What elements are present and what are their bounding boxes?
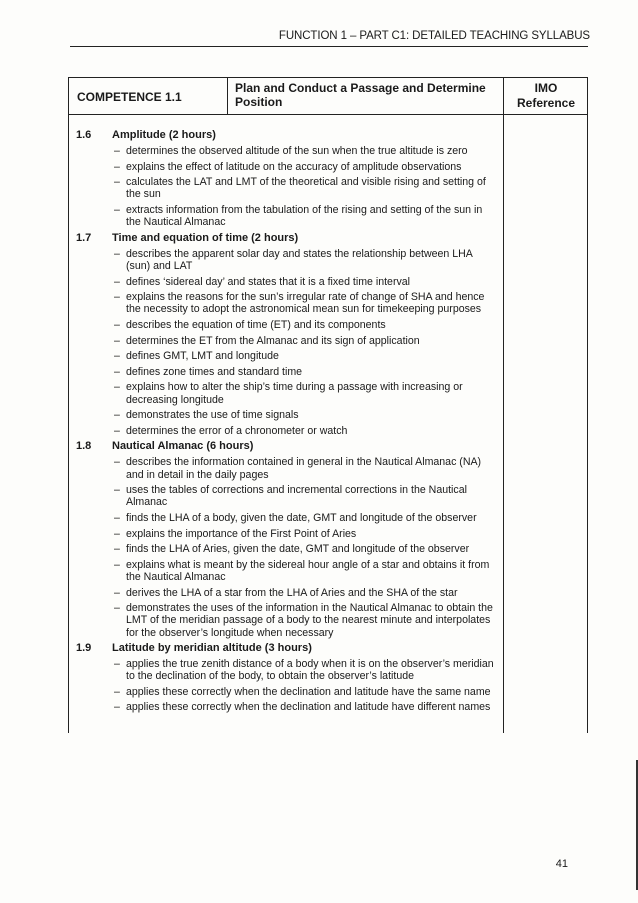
syllabus-section [68, 642, 500, 714]
bullet-dash: – [114, 586, 120, 599]
objective-text: explains how to alter the ship’s time during a passage with increasing or decreasing longitude [126, 381, 463, 406]
bullet-dash: – [114, 685, 120, 698]
objective-item [68, 248, 500, 272]
objective-text: finds the LHA of a body, given the date, GMT and longitude of the observer [126, 511, 477, 524]
objective-list [68, 658, 500, 714]
objective-text: determines the error of a chronometer or watch [126, 424, 348, 437]
section-title: Time and equation of time (2 hours) [112, 231, 299, 244]
objective-text: explains the reasons for the sun’s irregular rate of change of SHA and hence the necessity to adopt the astronomical mean sun for timekeeping purposes [126, 291, 485, 316]
objective-item [68, 701, 500, 713]
objective-item [68, 658, 500, 682]
objective-item [68, 381, 500, 405]
bullet-dash: – [114, 275, 120, 288]
objective-list [68, 456, 500, 638]
bullet-dash: – [114, 350, 120, 363]
objective-text: explains the importance of the First Point of Aries [126, 527, 357, 540]
objective-item [68, 528, 500, 540]
running-header: FUNCTION 1 – PART C1: DETAILED TEACHING SYLLABUS [278, 30, 590, 42]
objective-item [68, 319, 500, 331]
objective-item [68, 176, 500, 200]
section-title: Latitude by meridian altitude (3 hours) [112, 642, 312, 655]
objective-item [68, 276, 500, 288]
objective-text: defines zone times and standard time [126, 365, 303, 378]
objective-item [68, 543, 500, 555]
syllabus-section [68, 440, 500, 638]
objective-text: defines ‘sidereal day’ and states that it is a fixed time interval [126, 275, 411, 288]
objective-text: finds the LHA of Aries, given the date, GMT and longitude of the observer [126, 543, 470, 556]
objective-text: demonstrates the uses of the information in the Nautical Almanac to obtain the LMT of the meridian passage of a body to the nearest minute and interpolates for the observer’s longitude when necessary [126, 602, 493, 639]
objective-item [68, 686, 500, 698]
section-heading [68, 642, 500, 655]
objective-item [68, 291, 500, 315]
objective-item [68, 161, 500, 173]
objective-item [68, 366, 500, 378]
bullet-dash: – [114, 484, 120, 497]
bullet-dash: – [114, 456, 120, 469]
section-number: 1.9 [76, 642, 92, 655]
section-title: Nautical Almanac (6 hours) [112, 440, 254, 453]
objective-text: explains what is meant by the sidereal hour angle of a star and obtains it from the Nautical Almanac [126, 558, 490, 583]
objective-item [68, 512, 500, 524]
objective-item [68, 335, 500, 347]
objective-item [68, 204, 500, 228]
column-divider [503, 78, 504, 733]
section-heading [68, 440, 500, 453]
bullet-dash: – [114, 291, 120, 304]
imo-reference-heading: IMO Reference [516, 81, 576, 110]
section-number: 1.8 [76, 440, 92, 453]
competence-label: COMPETENCE 1.1 [77, 90, 182, 104]
competence-title: Plan and Conduct a Passage and Determine Position [235, 81, 486, 109]
objective-text: explains the effect of latitude on the accuracy of amplitude observations [126, 160, 462, 173]
bullet-dash: – [114, 203, 120, 216]
section-heading [68, 232, 500, 245]
syllabus-section [68, 232, 500, 437]
bullet-dash: – [114, 424, 120, 437]
bullet-dash: – [114, 527, 120, 540]
bullet-dash: – [114, 381, 120, 394]
objective-item [68, 484, 500, 508]
objective-text: defines GMT, LMT and longitude [126, 350, 279, 363]
objective-item [68, 559, 500, 583]
section-heading [68, 129, 500, 142]
bullet-dash: – [114, 511, 120, 524]
bullet-dash: – [114, 701, 120, 714]
objective-item [68, 425, 500, 437]
objective-item [68, 350, 500, 362]
objective-item [68, 602, 500, 639]
bullet-dash: – [114, 409, 120, 422]
bullet-dash: – [114, 543, 120, 556]
objective-text: uses the tables of corrections and incremental corrections in the Nautical Almanac [126, 484, 467, 509]
column-divider [227, 78, 228, 114]
objective-text: applies these correctly when the declination and latitude have the same name [126, 685, 491, 698]
objective-item [68, 456, 500, 480]
header-rule [70, 46, 588, 47]
objective-text: describes the information contained in general in the Nautical Almanac (NA) and in detail in the daily pages [126, 456, 482, 481]
objective-text: demonstrates the use of time signals [126, 409, 299, 422]
objective-item [68, 145, 500, 157]
section-title: Amplitude (2 hours) [112, 129, 216, 141]
objective-item [68, 409, 500, 421]
syllabus-content [68, 126, 500, 717]
objective-text: describes the equation of time (ET) and its components [126, 318, 386, 331]
section-number: 1.7 [76, 231, 92, 244]
objective-text: applies these correctly when the declination and latitude have different names [126, 701, 491, 714]
section-number: 1.6 [76, 129, 92, 141]
bullet-dash: – [114, 176, 120, 189]
objective-list [68, 145, 500, 228]
objective-text: determines the ET from the Almanac and its sign of application [126, 334, 420, 347]
bullet-dash: – [114, 145, 120, 157]
objective-text: determines the observed altitude of the sun when the true altitude is zero [126, 145, 468, 157]
objective-item [68, 587, 500, 599]
bullet-dash: – [114, 602, 120, 615]
objective-text: derives the LHA of a star from the LHA of Aries and the SHA of the star [126, 586, 458, 599]
objective-list [68, 248, 500, 437]
bullet-dash: – [114, 318, 120, 331]
objective-text: calculates the LAT and LMT of the theoretical and visible rising and setting of the sun [126, 176, 486, 201]
objective-text: extracts information from the tabulation of the rising and setting of the sun in the Nautical Almanac [126, 203, 483, 229]
syllabus-section [68, 129, 500, 228]
objective-text: describes the apparent solar day and states the relationship between LHA (sun) and LAT [126, 247, 473, 272]
bullet-dash: – [114, 334, 120, 347]
bullet-dash: – [114, 247, 120, 260]
page-number: 41 [555, 858, 568, 870]
objective-text: applies the true zenith distance of a body when it is on the observer’s meridian to the declination of the body, to obtain the observer’s latitude [126, 658, 494, 683]
header-divider [69, 114, 587, 115]
bullet-dash: – [114, 658, 120, 671]
bullet-dash: – [114, 160, 120, 173]
bullet-dash: – [114, 558, 120, 571]
bullet-dash: – [114, 365, 120, 378]
